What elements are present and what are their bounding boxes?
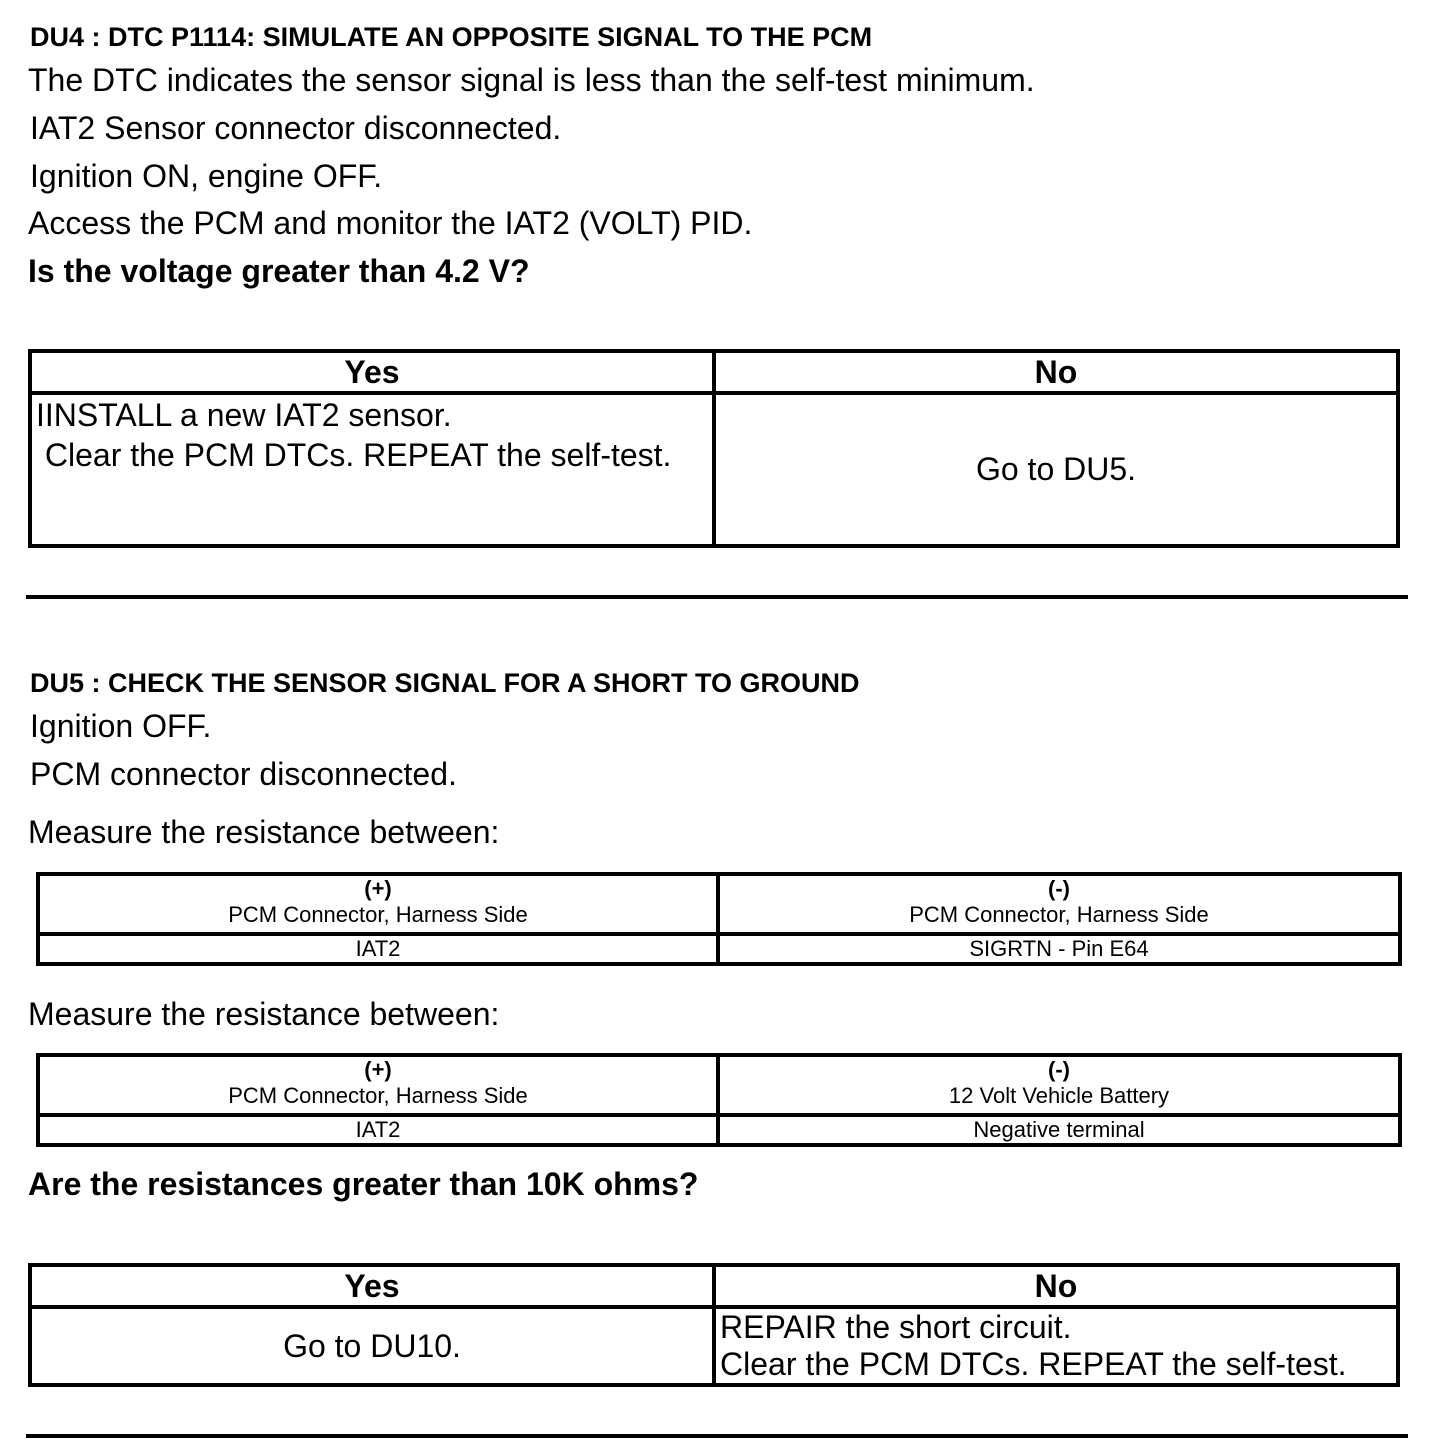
du4-line-3: Ignition ON, engine OFF. xyxy=(30,158,383,194)
du5-no-header: No xyxy=(714,1265,1398,1307)
measure-1-plus-header xyxy=(38,874,718,934)
measure-2-plus-value: IAT2 xyxy=(38,1115,718,1145)
du4-yes-cell xyxy=(30,393,714,546)
du4-yes-line-1: IINSTALL a new IAT2 sensor. xyxy=(36,397,452,433)
du5-yes-header: Yes xyxy=(30,1265,714,1307)
measure-2-plus-sign: (+) xyxy=(364,1057,392,1082)
bottom-divider xyxy=(26,1434,1408,1438)
du4-yes-header: Yes xyxy=(30,351,714,393)
measure-1-plus-sign: (+) xyxy=(364,876,392,901)
du5-answer-table xyxy=(28,1263,1400,1387)
measure-1-minus-value: SIGRTN - Pin E64 xyxy=(718,934,1400,964)
du4-no-cell: Go to DU5. xyxy=(714,393,1398,546)
du5-measure-table-1 xyxy=(36,872,1402,966)
measure-2-plus-label: PCM Connector, Harness Side xyxy=(228,1083,528,1108)
du5-measure-label-1: Measure the resistance between: xyxy=(28,814,500,850)
measure-1-plus-label: PCM Connector, Harness Side xyxy=(228,902,528,927)
measure-1-minus-sign: (-) xyxy=(1048,876,1070,901)
du4-yes-line-2: Clear the PCM DTCs. REPEAT the self-test. xyxy=(36,437,672,473)
du5-question: Are the resistances greater than 10K ohms? xyxy=(28,1166,699,1202)
du4-no-header: No xyxy=(714,351,1398,393)
du4-answer-table xyxy=(28,349,1400,548)
measure-2-minus-label: 12 Volt Vehicle Battery xyxy=(948,1083,1170,1108)
du5-heading: DU5 : CHECK THE SENSOR SIGNAL FOR A SHORT TO GROUND xyxy=(30,668,860,698)
measure-1-plus-value: IAT2 xyxy=(38,934,718,964)
du4-question: Is the voltage greater than 4.2 V? xyxy=(28,253,530,289)
du5-measure-label-2: Measure the resistance between: xyxy=(28,996,500,1032)
measure-2-minus-sign: (-) xyxy=(1048,1057,1070,1082)
du4-line-1: The DTC indicates the sensor signal is less than the self-test minimum. xyxy=(28,62,1035,98)
measure-1-minus-label: PCM Connector, Harness Side xyxy=(909,902,1209,927)
du4-line-4: Access the PCM and monitor the IAT2 (VOLT) PID. xyxy=(28,205,753,241)
du5-yes-cell: Go to DU10. xyxy=(30,1307,714,1385)
du5-no-line-1: REPAIR the short circuit. xyxy=(720,1309,1072,1345)
du5-line-2: PCM connector disconnected. xyxy=(30,756,457,792)
du5-no-cell xyxy=(714,1307,1398,1385)
du5-no-line-2: Clear the PCM DTCs. REPEAT the self-test. xyxy=(720,1346,1347,1382)
measure-2-minus-header xyxy=(718,1055,1400,1115)
du5-measure-table-2 xyxy=(36,1053,1402,1147)
measure-2-minus-value: Negative terminal xyxy=(718,1115,1400,1145)
du5-line-1: Ignition OFF. xyxy=(30,708,212,744)
section-divider xyxy=(26,595,1408,599)
du4-heading: DU4 : DTC P1114: SIMULATE AN OPPOSITE SIGNAL TO THE PCM xyxy=(30,22,873,52)
du4-line-2: IAT2 Sensor connector disconnected. xyxy=(30,110,562,146)
measure-2-plus-header xyxy=(38,1055,718,1115)
measure-1-minus-header xyxy=(718,874,1400,934)
